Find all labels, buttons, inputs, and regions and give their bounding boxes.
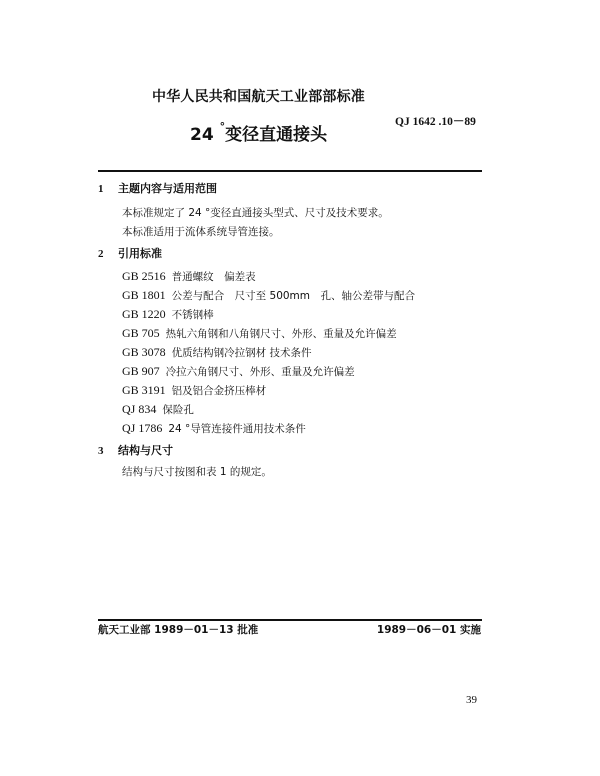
- section-title: 结构与尺寸: [118, 444, 173, 457]
- section-heading: [98, 245, 162, 261]
- ref-title: 保险孔: [162, 404, 194, 416]
- ref-title: 不锈钢棒: [171, 309, 214, 321]
- reference-item: [122, 307, 214, 322]
- ref-code: GB 2516: [122, 269, 166, 283]
- reference-item: [122, 345, 312, 360]
- section-number: 2: [98, 248, 104, 260]
- reference-item: [122, 364, 355, 379]
- approval-date: 航天工业部 1989－01－13 批准: [98, 624, 259, 636]
- section-title: 主题内容与适用范围: [118, 182, 217, 195]
- reference-item: [122, 326, 397, 341]
- reference-item: [122, 288, 415, 303]
- ref-title: 优质结构钢冷拉钢材 技术条件: [171, 347, 312, 359]
- reference-item: [122, 402, 194, 417]
- ref-code: GB 1801: [122, 288, 166, 302]
- ref-title: 24 °导管连接件通用技术条件: [168, 423, 306, 435]
- section-number: 3: [98, 445, 104, 457]
- ref-title: 普通螺纹 偏差表: [171, 271, 256, 283]
- effective-date: 1989－06－01 实施: [376, 624, 481, 636]
- ref-code: GB 3191: [122, 383, 166, 397]
- header-rule: [98, 170, 482, 172]
- section-number: 1: [98, 183, 104, 195]
- title-degree: °: [219, 120, 226, 133]
- reference-item: [122, 269, 256, 284]
- ref-code: QJ 1786: [122, 421, 163, 435]
- reference-item: [122, 421, 306, 436]
- standard-code: QJ 1642 .10－89: [395, 116, 476, 128]
- issuer-title: 中华人民共和国航天工业部部标准: [152, 89, 365, 105]
- footer-rule: [98, 619, 482, 621]
- title-number: 24: [190, 125, 214, 145]
- reference-item: [122, 383, 266, 398]
- paragraph: 结构与尺寸按图和表 1 的规定。: [122, 466, 272, 478]
- document-title: [190, 120, 327, 145]
- ref-code: GB 3078: [122, 345, 166, 359]
- ref-code: QJ 834: [122, 402, 157, 416]
- section-heading: [98, 180, 217, 196]
- ref-title: 铝及铝合金挤压棒材: [171, 385, 267, 397]
- ref-code: GB 1220: [122, 307, 166, 321]
- page-number: 39: [466, 694, 477, 706]
- section-heading: [98, 442, 173, 458]
- ref-code: GB 705: [122, 326, 160, 340]
- ref-title: 热轧六角钢和八角钢尺寸、外形、重量及允许偏差: [165, 328, 397, 340]
- paragraph: 本标准规定了 24 °变径直通接头型式、尺寸及技术要求。: [122, 207, 389, 219]
- title-text: 变径直通接头: [225, 125, 328, 145]
- ref-title: 公差与配合 尺寸至 500mm 孔、轴公差带与配合: [171, 290, 416, 302]
- ref-title: 冷拉六角钢尺寸、外形、重量及允许偏差: [165, 366, 355, 378]
- paragraph: 本标准适用于流体系统导管连接。: [122, 226, 280, 238]
- ref-code: GB 907: [122, 364, 160, 378]
- section-title: 引用标准: [118, 247, 162, 260]
